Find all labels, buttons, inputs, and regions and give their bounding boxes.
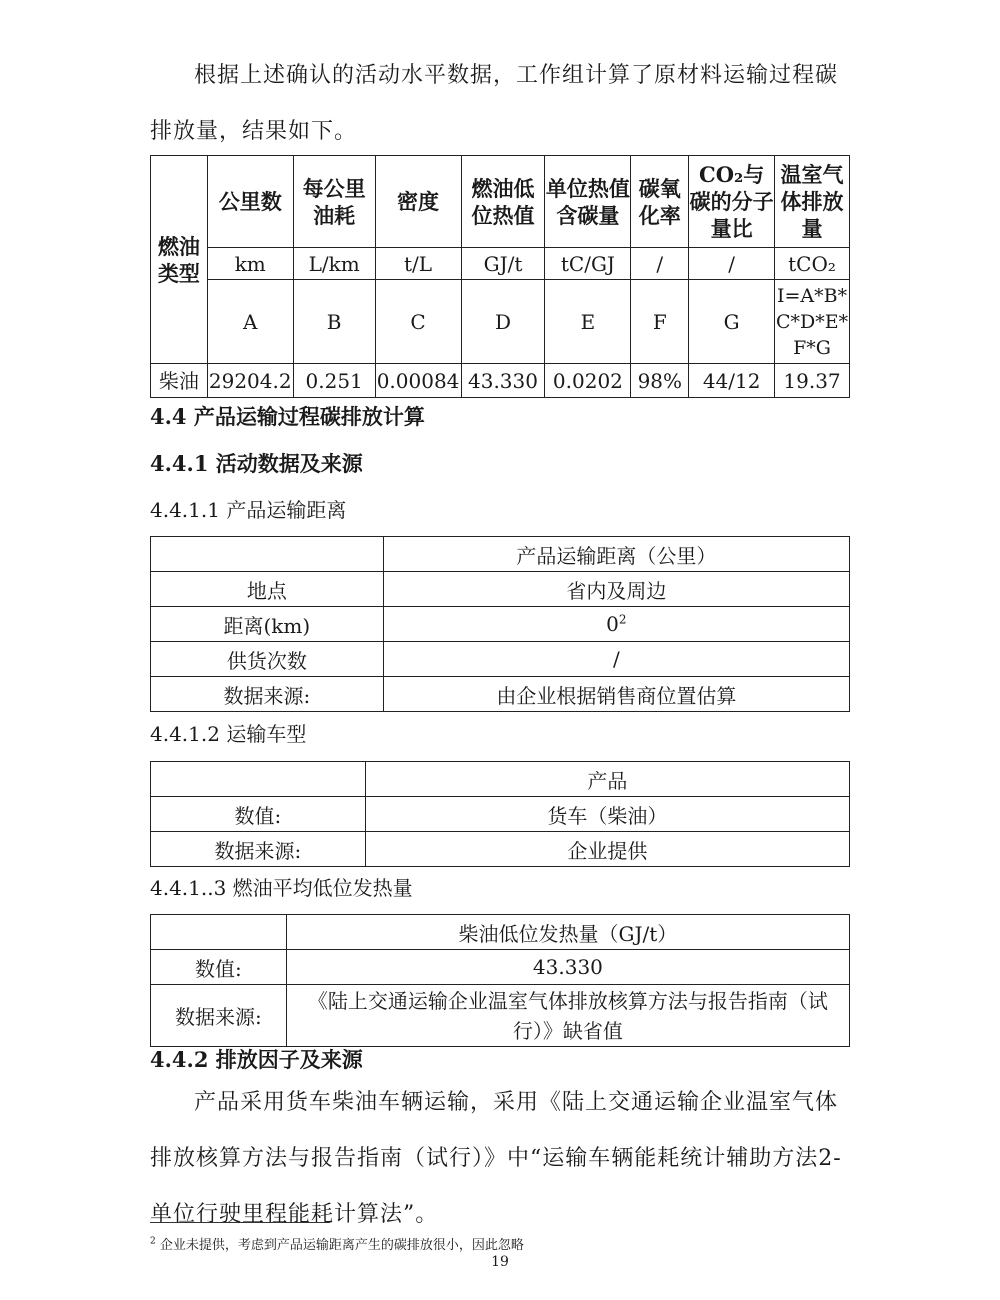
table-corner (151, 537, 384, 572)
section-heading: 4.4.1 活动数据及来源 (150, 451, 363, 476)
unit-cell: / (689, 248, 775, 280)
fuel-cell: 柴油 (151, 364, 208, 398)
table-corner (151, 762, 366, 797)
row-label: 数值: (151, 797, 366, 832)
footnote-divider (150, 1222, 330, 1223)
subsection-heading: 4.4.1.1 产品运输距离 (150, 498, 347, 522)
table-header: 产品运输距离（公里） (383, 537, 849, 572)
table-header: 产品 (365, 762, 849, 797)
fuel-type-header: 燃油类型 (151, 156, 208, 364)
col-header: 每公里油耗 (293, 156, 375, 248)
table-header: 柴油低位发热量（GJ/t） (286, 915, 849, 950)
footnote-ref: 2 (618, 612, 627, 627)
row-value: 由企业根据销售商位置估算 (383, 677, 849, 712)
symbol-cell: G (689, 280, 775, 364)
row-label: 数值: (151, 950, 287, 985)
symbol-cell: I=A*B*C*D*E*F*G (775, 280, 850, 364)
footnote-mark: 2 (150, 1236, 156, 1247)
unit-cell: tC/GJ (545, 248, 631, 280)
col-header: 单位热值含碳量 (545, 156, 631, 248)
value-cell: 0.00084 (375, 364, 461, 398)
value-cell: 44/12 (689, 364, 775, 398)
col-header: 公里数 (207, 156, 293, 248)
emission-factor-paragraph: 产品采用货车柴油车辆运输，采用《陆上交通运输企业温室气体排放核算方法与报告指南（试行）》中“运输车辆能耗统计辅助方法2-单位行驶里程能耗计算法”。 (150, 1090, 842, 1227)
unit-cell: tCO₂ (775, 248, 850, 280)
symbol-cell: D (461, 280, 545, 364)
row-label: 数据来源: (151, 985, 287, 1047)
intro-paragraph: 根据上述确认的活动水平数据，工作组计算了原材料运输过程碳排放量，结果如下。 (150, 63, 839, 144)
symbol-cell: F (631, 280, 689, 364)
distance-value: 0 (606, 612, 619, 636)
unit-cell: L/km (293, 248, 375, 280)
vehicle-type-table (150, 761, 850, 867)
col-header: 温室气体排放量 (775, 156, 850, 248)
row-value: / (383, 642, 849, 677)
unit-cell: t/L (375, 248, 461, 280)
symbol-cell: E (545, 280, 631, 364)
subsection-heading: 4.4.1..3 燃油平均低位发热量 (150, 876, 413, 900)
page-number: 19 (491, 1254, 509, 1270)
unit-cell: GJ/t (461, 248, 545, 280)
row-value: 省内及周边 (383, 572, 849, 607)
emission-calc-table (150, 155, 850, 398)
row-label: 距离(km) (151, 607, 384, 642)
value-cell: 19.37 (775, 364, 850, 398)
symbol-cell: A (207, 280, 293, 364)
unit-cell: / (631, 248, 689, 280)
footnote (150, 1234, 524, 1253)
col-header: 碳氧化率 (631, 156, 689, 248)
unit-cell: km (207, 248, 293, 280)
row-value: 《陆上交通运输企业温室气体排放核算方法与报告指南（试行）》缺省值 (286, 985, 849, 1047)
row-label: 数据来源: (151, 677, 384, 712)
row-value (383, 607, 849, 642)
row-value: 43.330 (286, 950, 849, 985)
subsection-heading: 4.4.1.2 运输车型 (150, 722, 307, 746)
section-heading: 4.4 产品运输过程碳排放计算 (150, 404, 425, 429)
row-label: 供货次数 (151, 642, 384, 677)
value-cell: 98% (631, 364, 689, 398)
col-header: 密度 (375, 156, 461, 248)
row-label: 数据来源: (151, 832, 366, 867)
value-cell: 0.251 (293, 364, 375, 398)
footnote-text: 企业未提供，考虑到产品运输距离产生的碳排放很小，因此忽略 (159, 1238, 524, 1253)
row-label: 地点 (151, 572, 384, 607)
value-cell: 43.330 (461, 364, 545, 398)
table-corner (151, 915, 287, 950)
fuel-heat-value-table (150, 914, 850, 1047)
value-cell: 29204.2 (207, 364, 293, 398)
transport-distance-table (150, 536, 850, 712)
symbol-cell: C (375, 280, 461, 364)
row-value: 企业提供 (365, 832, 849, 867)
col-header: 燃油低位热值 (461, 156, 545, 248)
col-header: CO₂与碳的分子量比 (689, 156, 775, 248)
symbol-cell: B (293, 280, 375, 364)
row-value: 货车（柴油） (365, 797, 849, 832)
section-heading: 4.4.2 排放因子及来源 (150, 1047, 363, 1072)
value-cell: 0.0202 (545, 364, 631, 398)
